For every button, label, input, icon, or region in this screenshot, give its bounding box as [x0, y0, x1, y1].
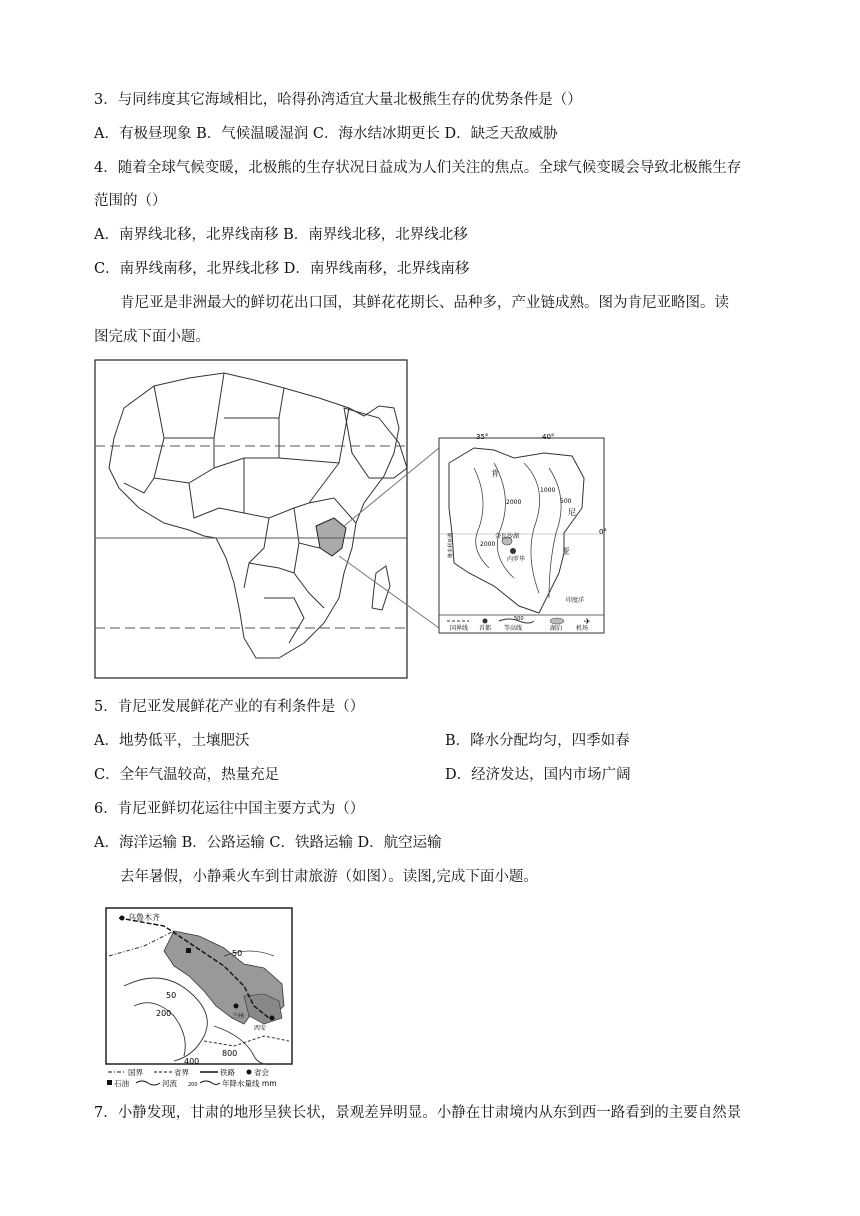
- contour-label-2000: 2000: [506, 499, 522, 506]
- contour-800: 800: [222, 1049, 238, 1058]
- country-char-3: 亚: [562, 547, 570, 556]
- legend-contour-value: 500: [514, 616, 524, 622]
- contour-400: 400: [184, 1057, 200, 1066]
- kenya-intro-line2: 图完成下面小题。: [94, 329, 210, 345]
- q5-option-d: D．经济发达，国内市场广阔: [445, 767, 631, 783]
- country-char-2: 尼: [568, 508, 576, 517]
- lake-label: 奈瓦沙湖: [495, 533, 520, 540]
- kenya-inset: [439, 433, 607, 633]
- city-top-label: 乌鲁木齐: [128, 913, 160, 922]
- city-mid-label: 兰州: [232, 1013, 245, 1020]
- airport-icon: ✈: [584, 617, 591, 626]
- lanzhou-icon: [234, 1004, 239, 1009]
- kenya-intro-line1: 肯尼亚是非洲最大的鲜切花出口国，其鲜花花期长、品种多，产业链成熟。图为肯尼亚略图。读: [120, 295, 729, 311]
- capital-icon: [510, 548, 516, 554]
- q3-options: A．有极昼现象 B．气候温暖湿润 C．海水结冰期更长 D．缺乏天敌威胁: [94, 126, 558, 142]
- legend-oil: 石油: [114, 1079, 129, 1088]
- legend-airport: 机场: [576, 625, 589, 632]
- lon-label-35: 35°: [476, 433, 489, 441]
- q7-stem: 7．小静发现，甘肃的地形呈狭长状，景观差异明显。小静在甘肃境内从东到西一路看到的主要自然景: [94, 1105, 742, 1121]
- q5-stem: 5．肯尼亚发展鲜花产业的有利条件是（）: [94, 699, 365, 715]
- legend-isohyet: 年降水量线 mm: [222, 1079, 277, 1088]
- q6-stem: 6．肯尼亚鲜切花运往中国主要方式为（）: [94, 801, 365, 817]
- contour-label-500: 500: [560, 498, 572, 505]
- xian-icon: [270, 1016, 275, 1021]
- legend-river: 河流: [162, 1079, 177, 1088]
- urumqi-icon: [120, 916, 125, 921]
- q5-option-a: A．地势低平，土壤肥沃: [94, 733, 250, 749]
- gansu-map: [104, 906, 304, 1088]
- legend-isohyet-value: 200: [188, 1082, 198, 1088]
- legend-railway: 铁路: [220, 1068, 235, 1077]
- q3-stem: 3．与同纬度其它海域相比，哈得孙湾适宜大量北极熊生存的优势条件是（）: [94, 92, 582, 108]
- q5-option-b: B．降水分配均匀，四季如春: [445, 733, 630, 749]
- q5-option-c: C．全年气温较高，热量充足: [94, 767, 280, 783]
- q4-stem-line2: 范围的（）: [94, 193, 167, 209]
- q4-options-line2: C．南界线南移，北界线北移 D．南界线南移，北界线南移: [94, 261, 470, 277]
- lon-label-40: 40°: [542, 433, 555, 441]
- ocean-label: 印度洋: [566, 597, 585, 604]
- oil-icon: [186, 948, 191, 953]
- legend-contour: 等高线: [504, 625, 523, 632]
- legend-capital: 首都: [479, 625, 492, 632]
- contour-50b: 50: [166, 991, 177, 1000]
- country-char-1: 肯: [491, 469, 499, 478]
- legend-province-border: 省界: [174, 1068, 189, 1077]
- gansu-intro: 去年暑假，小静乘火车到甘肃旅游（如图）。读图,完成下面小题。: [120, 869, 538, 885]
- contour-200: 200: [156, 1009, 172, 1018]
- contour-50a: 50: [232, 949, 243, 958]
- legend-national-border: 国界: [128, 1068, 143, 1077]
- contour-label-2000b: 2000: [480, 541, 496, 548]
- legend-border: 国界线: [450, 625, 469, 632]
- city-right-label: 西安: [254, 1025, 267, 1032]
- africa-kenya-map: [94, 358, 614, 680]
- lat-label-0: 0°: [599, 528, 607, 536]
- capital-label: 内罗毕: [507, 556, 526, 563]
- q4-stem-line1: 4．随着全球气候变暖，北极熊的生存状况日益成为人们关注的焦点。全球气候变暖会导致北极熊生存: [94, 160, 742, 176]
- q4-options-line1: A．南界线北移，北界线南移 B．南界线北移，北界线北移: [94, 227, 468, 243]
- africa-map-frame: [95, 360, 407, 678]
- contour-label-1000: 1000: [540, 487, 556, 494]
- neighbor-label: 维多利亚湖: [448, 532, 454, 558]
- q6-options: A．海洋运输 B．公路运输 C．铁路运输 D．航空运输: [94, 835, 442, 851]
- legend-capital: 省会: [254, 1068, 269, 1077]
- legend-lake: 湖泊: [550, 625, 563, 632]
